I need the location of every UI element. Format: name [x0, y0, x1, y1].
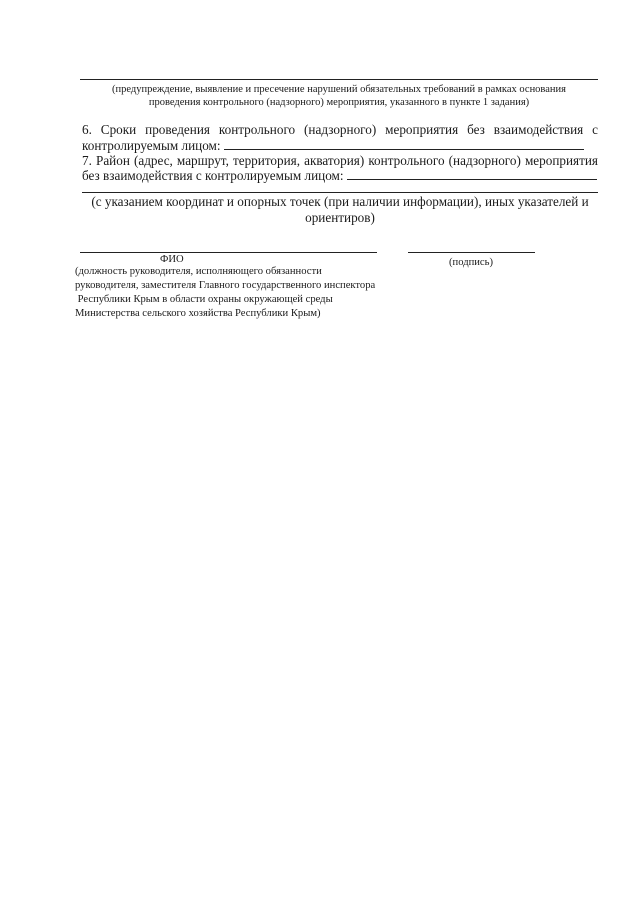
signature-label: (подпись)	[449, 257, 493, 268]
position-line-2: руководителя, заместителя Главного государственного инспектора	[75, 280, 376, 291]
section-6-line-2	[82, 138, 598, 154]
fio-label: ФИО	[160, 254, 184, 265]
section-6-fill-line	[224, 149, 584, 150]
top-rule	[80, 79, 598, 80]
section-7-label: без взаимодействия с контролируемым лицом:	[82, 168, 344, 183]
position-line-1: (должность руководителя, исполняющего обязанности	[75, 266, 322, 277]
position-line-3: Республики Крым в области охраны окружающей среды	[75, 294, 333, 305]
coordinates-caption-line-2: ориентиров)	[305, 210, 375, 225]
signature-line	[408, 252, 535, 253]
section-7-line-1: 7. Район (адрес, маршрут, территория, акватория) контрольного (надзорного) мероприятия	[82, 153, 598, 168]
section-7-line-2	[82, 168, 598, 184]
section-6-label: контролируемым лицом:	[82, 138, 221, 153]
coordinates-caption-line-1: (с указанием координат и опорных точек (при наличии информации), иных указателей и	[91, 194, 589, 209]
position-line-4: Министерства сельского хозяйства Республики Крым)	[75, 308, 321, 319]
top-caption-line-2: проведения контрольного (надзорного) мероприятия, указанного в пункте 1 задания)	[148, 97, 530, 108]
section-6-line-1: 6. Сроки проведения контрольного (надзорного) мероприятия без взаимодействия с	[82, 122, 598, 137]
section-7-extra-rule	[82, 192, 598, 193]
fio-line	[80, 252, 377, 253]
top-caption-line-1: (предупреждение, выявление и пресечение нарушений обязательных требований в рамках основания	[112, 84, 566, 95]
section-7-fill-line	[347, 179, 597, 180]
